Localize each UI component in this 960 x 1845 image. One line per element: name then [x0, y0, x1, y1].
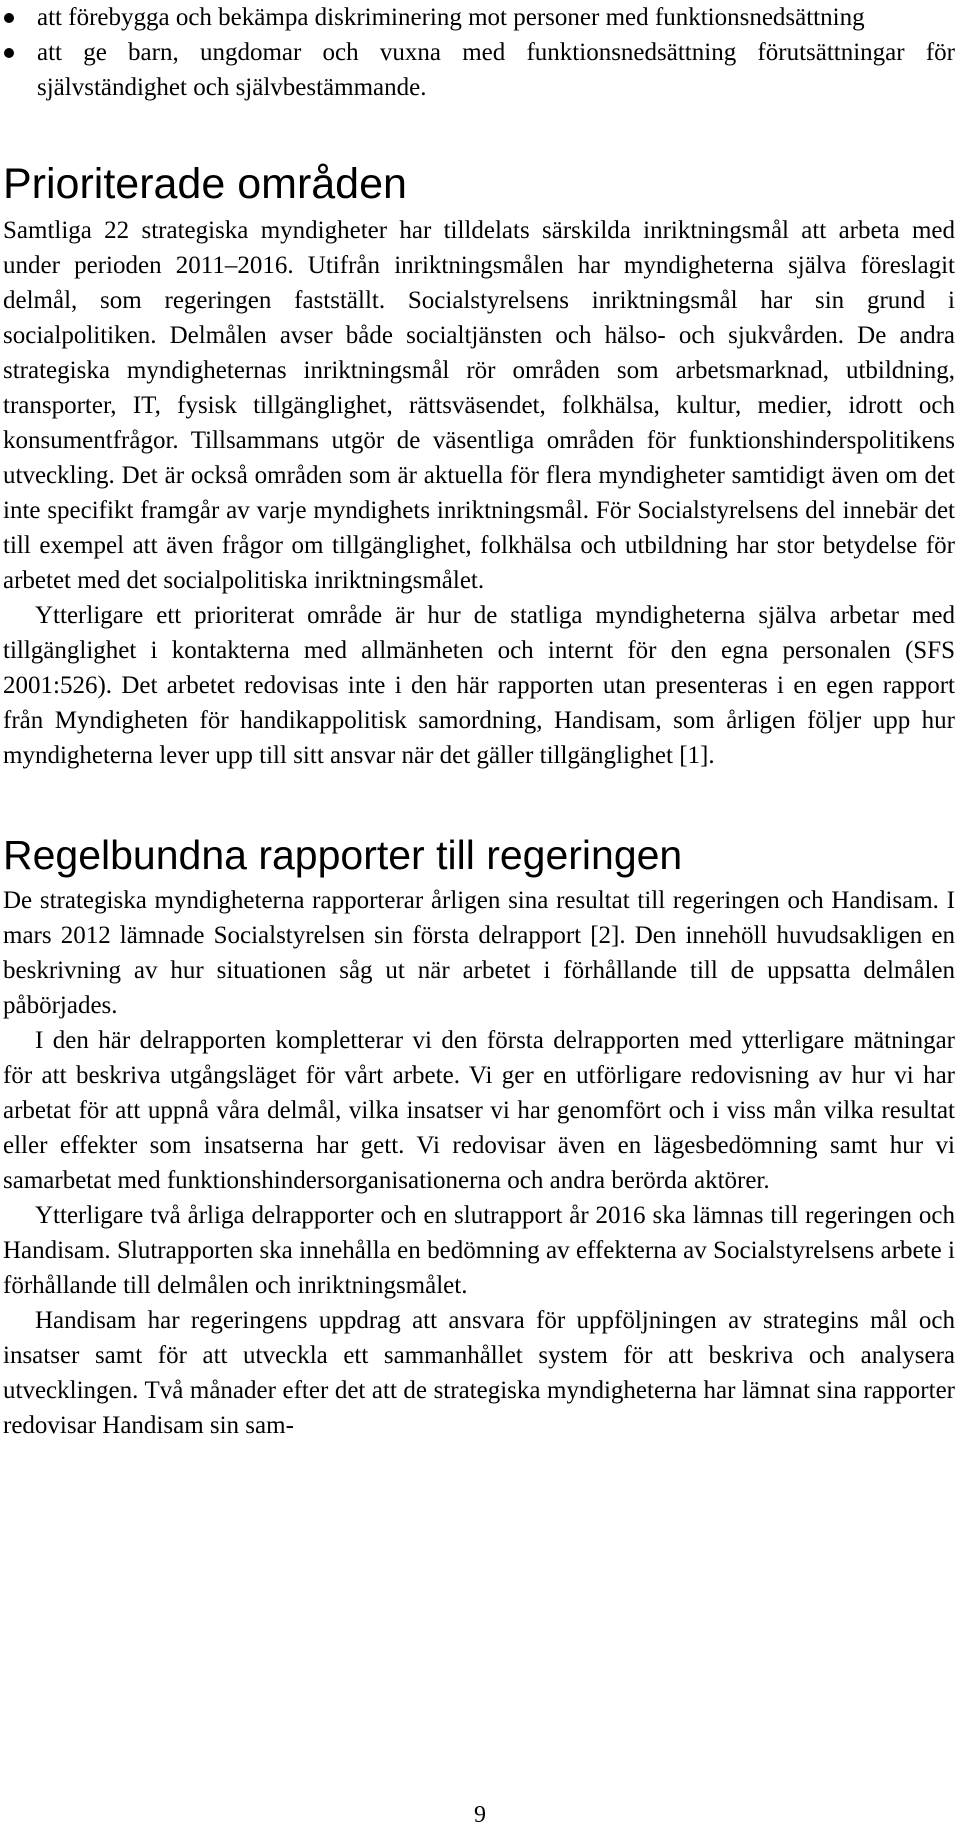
paragraph: Handisam har regeringens uppdrag att ansvara för uppföljningen av strategins mål och insatser samt för att utveckla ett sammanhållet system för att beskriva och analysera utvecklingen. Två månader efter det att de strategiska myndigheterna har lämnat sina rapporter redovisar Handisam sin sam-: [3, 1307, 955, 1439]
paragraph: Ytterligare ett prioriterat område är hur de statliga myndigheterna själva arbetar med tillgänglighet i kontakterna med allmänheten och internt för den egna personalen (SFS 2001:526). Det arbetet redovisas inte i den här rapporten utan presenteras i en egen rapport från Myndigheten för handikappolitisk samordning, Handisam, som årligen följer upp hur myndigheterna lever upp till sitt ansvar när det gäller tillgänglighet [1].: [3, 602, 955, 769]
paragraph: Samtliga 22 strategiska myndigheter har tilldelats särskilda inriktningsmål att arbeta med under perioden 2011–2016. Utifrån inriktningsmålen har myndigheterna själva föreslagit delmål, som regeringen fastställt. Socialstyrelsens inriktningsmål har sin grund i socialpolitiken. Delmålen avser både socialtjänsten och hälso- och sjukvården. De andra strategiska myndigheternas inriktningsmål rör områden som arbetsmarknad, utbildning, transporter, IT, fysisk tillgänglighet, rättsväsendet, folkhälsa, kultur, medier, idrott och konsumentfrågor. Tillsammans utgör de väsentliga områden för funktionshinderspolitikens utveckling. Det är också områden som är aktuella för flera myndigheter samtidigt även om det inte specifikt framgår av varje myndighets inriktningsmål. För Socialstyrelsens del innebär det till exempel att även frågor om tillgänglighet, folkhälsa och utbildning har stor betydelse för arbetet med det socialpolitiska inriktningsmålet.: [3, 217, 955, 594]
page-number: 9: [474, 1802, 486, 1828]
bullet-item: [3, 35, 955, 105]
bullet-icon: [4, 48, 14, 58]
section-heading-regelbundna: Regelbundna rapporter till regeringen: [3, 832, 683, 878]
bullet-list: [3, 0, 955, 105]
section-heading-prioriterade: Prioriterade områden: [3, 160, 407, 208]
paragraph: Ytterligare två årliga delrapporter och en slutrapport år 2016 ska lämnas till regeringen och Handisam. Slutrapporten ska innehålla en bedömning av effekterna av Socialstyrelsens arbete i förhållande till delmålen och inriktningsmålet.: [3, 1202, 955, 1299]
bullet-text: att ge barn, ungdomar och vuxna med funktionsnedsättning förutsättningar för självständighet och självbestämmande.: [37, 39, 955, 101]
page-content: [3, 0, 955, 1443]
section-body-prioriterade: [3, 213, 955, 773]
bullet-item: [3, 0, 955, 35]
bullet-text: att förebygga och bekämpa diskriminering mot personer med funktionsnedsättning: [37, 4, 865, 31]
paragraph: I den här delrapporten kompletterar vi den första delrapporten med ytterligare mätningar för att beskriva utgångsläget för vårt arbete. Vi ger en utförligare redovisning av hur vi har arbetat för att uppnå våra delmål, vilka insatser vi har genomfört och i viss mån vilka resultat eller effekter som insatserna har gett. Vi redovisar även en lägesbedömning samt hur vi samarbetat med funktionshindersorganisationerna och andra berörda aktörer.: [3, 1027, 955, 1194]
section-body-regelbundna: [3, 883, 955, 1443]
bullet-icon: [4, 13, 14, 23]
paragraph: De strategiska myndigheterna rapporterar årligen sina resultat till regeringen och Handisam. I mars 2012 lämnade Socialstyrelsen sin första delrapport [2]. Den innehöll huvudsakligen en beskrivning av hur situationen såg ut när arbetet i förhållande till de uppsatta delmålen påbörjades.: [3, 887, 955, 1019]
